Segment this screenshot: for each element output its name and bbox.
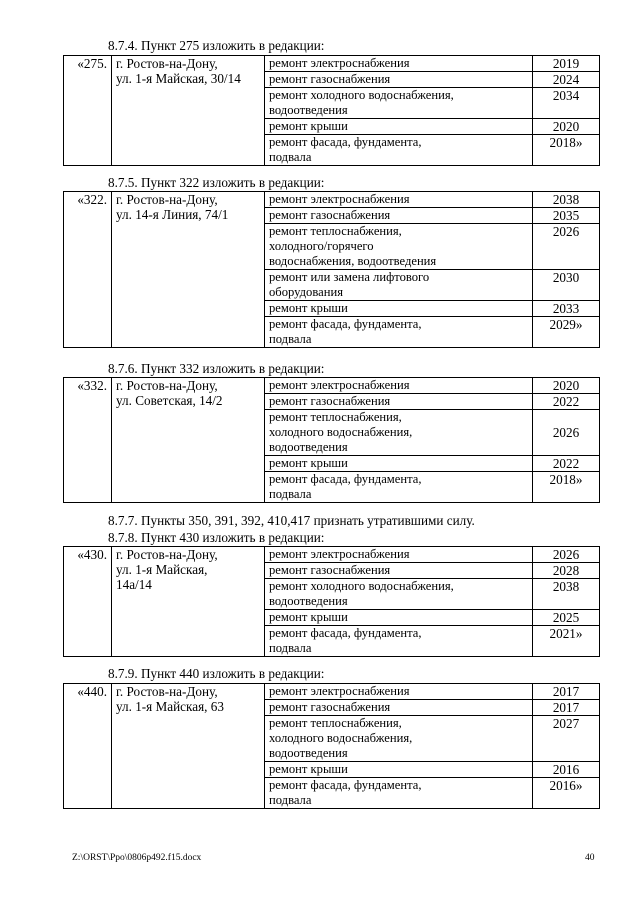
work-type-line: ремонт крыши [269,762,348,776]
work-type-line: ремонт крыши [269,610,348,624]
work-type-line: ремонт фасада, фундамента, [269,317,422,331]
work-type-line: подвала [269,150,312,164]
table-row [64,56,600,72]
planned-year: 2034 [533,88,600,119]
building-address [112,684,265,809]
planned-year: 2016 [533,762,600,778]
planned-year: 2021» [533,626,600,657]
work-type-line: оборудования [269,285,343,299]
work-type-line: подвала [269,487,312,501]
work-type-line: подвала [269,641,312,655]
work-type-line: водоотведения [269,440,348,454]
work-type-line: ремонт газоснабжения [269,72,391,86]
work-type-line: ремонт электроснабжения [269,547,410,561]
work-type [265,579,533,610]
address-line: 14а/14 [116,577,152,592]
work-type-line: ремонт электроснабжения [269,56,410,70]
work-type-line: ремонт теплоснабжения, [269,716,402,730]
work-type [265,716,533,762]
work-type-line: ремонт газоснабжения [269,563,391,577]
building-address [112,378,265,503]
planned-year: 2017 [533,684,600,700]
work-type-line: ремонт теплоснабжения, [269,410,402,424]
section-heading-8-7-9: 8.7.9. Пункт 440 изложить в редакции: [108,666,325,681]
planned-year: 2030 [533,270,600,301]
work-type [265,270,533,301]
work-type-line: подвала [269,332,312,346]
section-heading-8-7-8: 8.7.8. Пункт 430 изложить в редакции: [108,530,325,545]
work-type-line: ремонт газоснабжения [269,700,391,714]
work-type-line: водоснабжения, водоотведения [269,254,437,268]
planned-year: 2035 [533,208,600,224]
work-type [265,563,533,579]
work-type [265,626,533,657]
planned-year: 2028 [533,563,600,579]
work-type-line: холодного водоснабжения, [269,731,413,745]
work-type-line: ремонт или замена лифтового [269,270,430,284]
work-type [265,610,533,626]
work-type-line: ремонт теплоснабжения, [269,224,402,238]
address-line: ул. 1-я Майская, 63 [116,699,224,714]
work-type-line: ремонт холодного водоснабжения, [269,579,454,593]
planned-year: 2020 [533,378,600,394]
work-type-line: ремонт электроснабжения [269,192,410,206]
work-type-line: ремонт холодного водоснабжения, [269,88,454,102]
work-type-line: водоотведения [269,594,348,608]
work-type-line: ремонт газоснабжения [269,208,391,222]
work-type [265,547,533,563]
table-item-430 [63,546,600,657]
work-type-line: водоотведения [269,746,348,760]
work-type-line: холодного водоснабжения, [269,425,413,439]
section-heading-8-7-5: 8.7.5. Пункт 322 изложить в редакции: [108,175,325,190]
work-type-line: ремонт крыши [269,456,348,470]
planned-year: 2026 [533,410,600,456]
work-type [265,394,533,410]
planned-year: 2027 [533,716,600,762]
work-type-line: ремонт крыши [269,119,348,133]
section-heading-8-7-6: 8.7.6. Пункт 332 изложить в редакции: [108,361,325,376]
table-row [64,378,600,394]
section-heading-8-7-7: 8.7.7. Пункты 350, 391, 392, 410,417 признать утратившими силу. [108,513,475,528]
planned-year: 2017 [533,700,600,716]
work-type [265,301,533,317]
work-type [265,88,533,119]
table-item-440 [63,683,600,809]
work-type-line: ремонт фасада, фундамента, [269,472,422,486]
work-type [265,778,533,809]
planned-year: 2026 [533,547,600,563]
footer-page-number: 40 [585,853,595,863]
work-type [265,119,533,135]
planned-year: 2025 [533,610,600,626]
address-line: г. Ростов-на-Дону, [116,684,218,699]
item-number: «440. [64,684,112,809]
item-number: «332. [64,378,112,503]
work-type [265,378,533,394]
work-type [265,410,533,456]
work-type [265,135,533,166]
work-type [265,224,533,270]
work-type [265,208,533,224]
table-row [64,547,600,563]
planned-year: 2024 [533,72,600,88]
work-type [265,762,533,778]
planned-year: 2020 [533,119,600,135]
item-number: «430. [64,547,112,657]
work-type-line: ремонт фасада, фундамента, [269,135,422,149]
address-line: ул. 1-я Майская, 30/14 [116,71,241,86]
table-row [64,684,600,700]
address-line: г. Ростов-на-Дону, [116,378,218,393]
work-type [265,684,533,700]
address-line: ул. 14-я Линия, 74/1 [116,207,229,222]
planned-year: 2029» [533,317,600,348]
work-type-line: ремонт электроснабжения [269,378,410,392]
table-item-275 [63,55,600,166]
work-type-line: ремонт электроснабжения [269,684,410,698]
work-type-line: ремонт фасада, фундамента, [269,778,422,792]
work-type [265,317,533,348]
planned-year: 2019 [533,56,600,72]
planned-year: 2016» [533,778,600,809]
work-type [265,700,533,716]
address-line: г. Ростов-на-Дону, [116,547,218,562]
work-type-line: водоотведения [269,103,348,117]
footer-file-path: Z:\ORST\Ppo\0806p492.f15.docx [72,853,202,863]
table-item-332 [63,377,600,503]
address-line: ул. Советская, 14/2 [116,393,223,408]
planned-year: 2022 [533,394,600,410]
planned-year: 2022 [533,456,600,472]
item-number: «275. [64,56,112,166]
work-type [265,472,533,503]
work-type [265,56,533,72]
table-item-322 [63,191,600,348]
planned-year: 2018» [533,472,600,503]
planned-year: 2026 [533,224,600,270]
work-type-line: холодного/горячего [269,239,374,253]
address-line: ул. 1-я Майская, [116,562,208,577]
work-type-line: ремонт газоснабжения [269,394,391,408]
item-number: «322. [64,192,112,348]
table-row [64,192,600,208]
planned-year: 2033 [533,301,600,317]
work-type [265,72,533,88]
planned-year: 2038 [533,192,600,208]
work-type-line: подвала [269,793,312,807]
work-type-line: ремонт крыши [269,301,348,315]
building-address [112,192,265,348]
building-address [112,56,265,166]
section-heading-8-7-4: 8.7.4. Пункт 275 изложить в редакции: [108,38,325,53]
planned-year: 2038 [533,579,600,610]
work-type [265,192,533,208]
work-type-line: ремонт фасада, фундамента, [269,626,422,640]
planned-year: 2018» [533,135,600,166]
address-line: г. Ростов-на-Дону, [116,56,218,71]
address-line: г. Ростов-на-Дону, [116,192,218,207]
building-address [112,547,265,657]
work-type [265,456,533,472]
